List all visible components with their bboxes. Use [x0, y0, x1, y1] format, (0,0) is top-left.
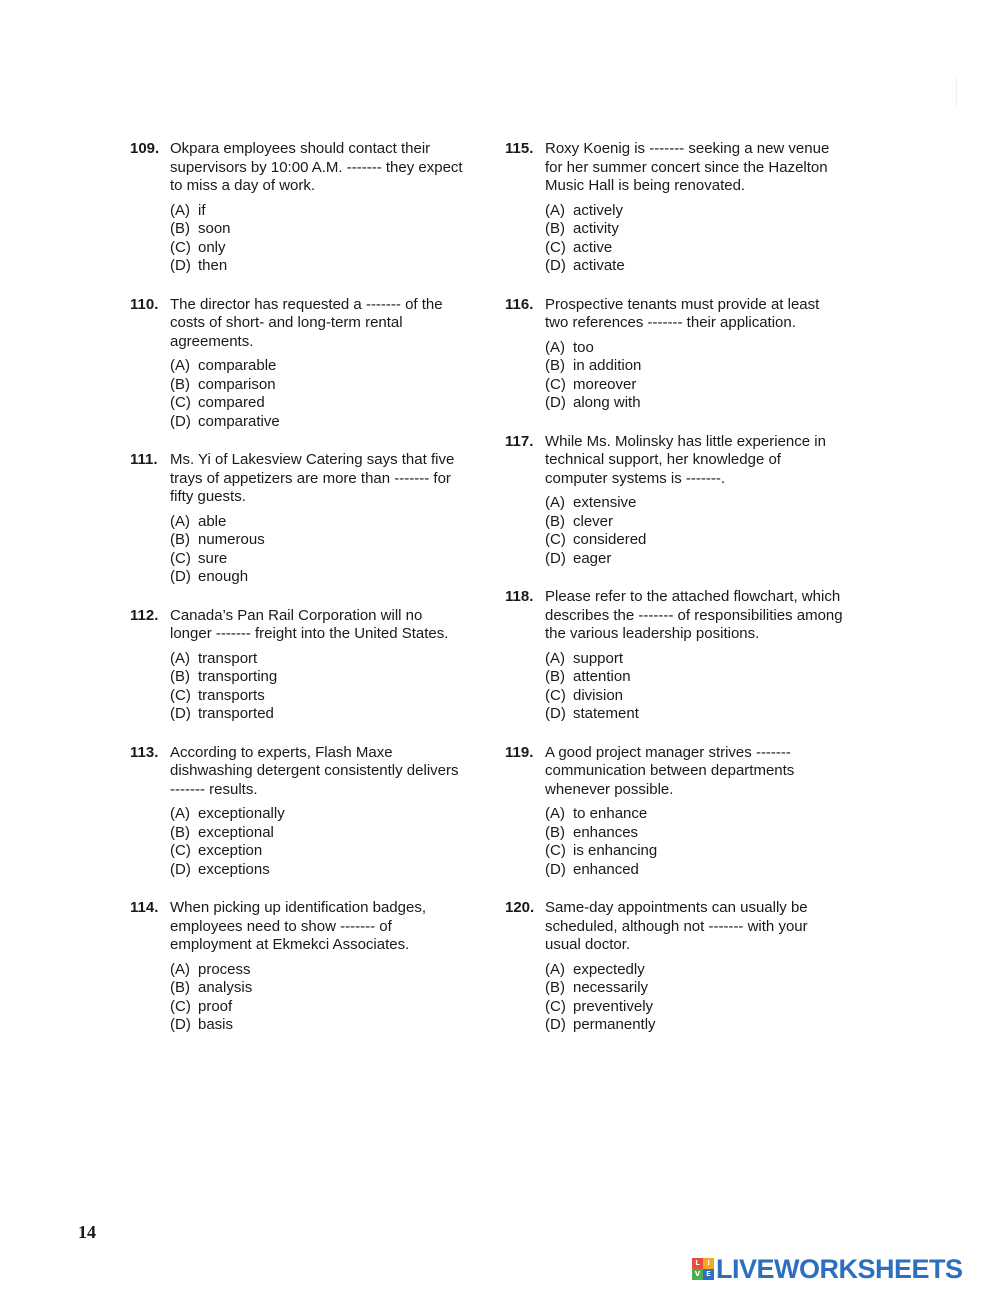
- option-text: along with: [573, 394, 641, 411]
- option-text: support: [573, 649, 624, 667]
- option-text: comparative: [198, 412, 280, 430]
- answer-option[interactable]: [545, 220, 855, 239]
- answer-option[interactable]: [170, 998, 480, 1017]
- question-118: [505, 588, 855, 724]
- option-letter: (C): [170, 686, 191, 704]
- option-text: then: [198, 257, 228, 274]
- right-question-column: [505, 140, 855, 1055]
- answer-options: [170, 650, 480, 724]
- answer-options: [170, 202, 480, 276]
- question-111: [130, 451, 480, 587]
- answer-option[interactable]: [170, 376, 480, 395]
- option-text: sure: [198, 549, 228, 567]
- answer-option[interactable]: [545, 239, 855, 258]
- answer-option[interactable]: [170, 805, 480, 824]
- answer-option[interactable]: [170, 861, 480, 880]
- option-text: analysis: [198, 979, 253, 996]
- option-text: clever: [573, 512, 614, 530]
- option-letter: (A): [170, 649, 190, 667]
- answer-option[interactable]: [545, 494, 855, 513]
- option-letter: (A): [170, 357, 190, 374]
- option-text: preventively: [573, 997, 654, 1015]
- option-letter: (A): [170, 805, 190, 822]
- answer-option[interactable]: [170, 650, 480, 669]
- question-text: Prospective tenants must provide at least two references ------- their application.: [545, 295, 820, 331]
- option-letter: (D): [545, 394, 566, 411]
- option-text: considered: [573, 531, 647, 548]
- question-number: 117.: [505, 432, 534, 450]
- answer-option[interactable]: [545, 394, 855, 413]
- answer-option[interactable]: [170, 413, 480, 432]
- answer-option[interactable]: [170, 687, 480, 706]
- logo-mark-cell: V: [692, 1269, 703, 1280]
- option-text: necessarily: [573, 979, 649, 996]
- option-text: is enhancing: [573, 842, 658, 859]
- option-letter: (B): [170, 979, 190, 996]
- question-number: 116.: [505, 295, 534, 313]
- answer-options: [545, 650, 855, 724]
- question-text: According to experts, Flash Maxe dishwashing detergent consistently delivers ------- results.: [170, 743, 459, 798]
- question-text: When picking up identification badges, employees need to show ------- of employment at Ekmekci Associates.: [170, 899, 426, 953]
- option-text: extensive: [573, 494, 637, 511]
- option-text: active: [573, 238, 613, 256]
- option-text: exceptions: [198, 860, 270, 878]
- option-letter: (A): [170, 512, 190, 530]
- answer-option[interactable]: [545, 961, 855, 980]
- option-letter: (D): [545, 705, 566, 722]
- answer-option[interactable]: [170, 1016, 480, 1035]
- question-text: Ms. Yi of Lakesview Catering says that five trays of appetizers are more than ------- for fifty guests.: [170, 451, 455, 505]
- answer-options: [170, 805, 480, 879]
- option-text: process: [198, 960, 251, 978]
- liveworksheets-logo-icon: [692, 1258, 714, 1280]
- question-number: 119.: [505, 743, 534, 761]
- answer-option[interactable]: [545, 668, 855, 687]
- option-letter: (A): [545, 960, 565, 978]
- answer-option[interactable]: [545, 979, 855, 998]
- answer-option[interactable]: [170, 239, 480, 258]
- option-letter: (D): [545, 257, 566, 274]
- option-letter: (A): [545, 338, 565, 356]
- answer-option[interactable]: [170, 220, 480, 239]
- option-letter: (B): [170, 823, 190, 841]
- option-text: eager: [573, 549, 612, 567]
- answer-options: [545, 805, 855, 879]
- answer-option[interactable]: [170, 357, 480, 376]
- option-text: attention: [573, 668, 631, 685]
- option-text: exception: [198, 842, 263, 859]
- question-120: [505, 899, 855, 1035]
- option-text: permanently: [573, 1016, 656, 1033]
- answer-option[interactable]: [170, 202, 480, 221]
- question-text: The director has requested a ------- of the costs of short- and long-term rental agreements.: [170, 295, 443, 350]
- question-number: 110.: [130, 295, 159, 313]
- answer-option[interactable]: [170, 257, 480, 276]
- option-letter: (A): [545, 805, 565, 822]
- option-letter: (D): [170, 257, 191, 274]
- option-text: statement: [573, 705, 639, 722]
- question-number: 114.: [130, 899, 159, 916]
- answer-option[interactable]: [545, 687, 855, 706]
- option-letter: (B): [545, 979, 565, 996]
- answer-options: [170, 357, 480, 431]
- option-letter: (A): [545, 649, 565, 667]
- option-letter: (A): [545, 494, 565, 511]
- answer-option[interactable]: [545, 531, 855, 550]
- answer-option[interactable]: [170, 842, 480, 861]
- option-letter: (D): [170, 1016, 191, 1033]
- option-letter: (C): [170, 549, 191, 567]
- question-number: 118.: [505, 588, 534, 605]
- answer-option[interactable]: [545, 998, 855, 1017]
- option-text: comparison: [198, 375, 276, 393]
- option-letter: (D): [170, 412, 191, 430]
- question-text: Same-day appointments can usually be scheduled, although not ------- with your usual doctor.: [545, 899, 808, 953]
- answer-option[interactable]: [545, 1016, 855, 1035]
- option-text: numerous: [198, 531, 265, 548]
- option-letter: (A): [545, 201, 565, 219]
- option-letter: (C): [545, 531, 566, 548]
- answer-option[interactable]: [545, 257, 855, 276]
- question-text: Roxy Koenig is ------- seeking a new venue for her summer concert since the Hazelton Music Hall is being renovated.: [545, 140, 830, 194]
- question-text: A good project manager strives ------- communication between departments whenever possible.: [545, 743, 795, 798]
- answer-options: [545, 202, 855, 276]
- option-text: transports: [198, 686, 265, 704]
- answer-option[interactable]: [545, 339, 855, 358]
- option-letter: (B): [170, 668, 190, 685]
- option-text: compared: [198, 394, 265, 411]
- answer-option[interactable]: [170, 961, 480, 980]
- question-109: [130, 140, 480, 276]
- question-number: 109.: [130, 140, 160, 157]
- option-letter: (C): [545, 842, 566, 859]
- question-112: [130, 607, 480, 724]
- answer-options: [545, 339, 855, 413]
- question-116: [505, 296, 855, 413]
- question-number: 120.: [505, 899, 535, 916]
- option-text: soon: [198, 220, 231, 237]
- question-text: Canada’s Pan Rail Corporation will no longer ------- freight into the United States.: [170, 606, 449, 642]
- question-114: [130, 899, 480, 1035]
- question-text: Okpara employees should contact their supervisors by 10:00 A.M. ------- they expect to miss a day of work.: [170, 140, 463, 194]
- option-text: transporting: [198, 668, 278, 685]
- option-text: transport: [198, 649, 258, 667]
- answer-option[interactable]: [545, 513, 855, 532]
- answer-option[interactable]: [170, 568, 480, 587]
- scan-edge-mark: [956, 78, 957, 106]
- question-number: 113.: [130, 743, 159, 761]
- option-text: expectedly: [573, 960, 645, 978]
- option-letter: (D): [545, 549, 566, 567]
- option-text: only: [198, 238, 226, 256]
- question-text: While Ms. Molinsky has little experience in technical support, her knowledge of computer systems is -------.: [545, 432, 826, 487]
- option-letter: (C): [545, 238, 566, 256]
- answer-option[interactable]: [170, 979, 480, 998]
- question-113: [130, 744, 480, 880]
- option-text: enhanced: [573, 860, 639, 878]
- logo-text: LIVEWORKSHEETS: [716, 1253, 963, 1284]
- left-question-column: [130, 140, 480, 1055]
- answer-option[interactable]: [545, 202, 855, 221]
- question-text: Please refer to the attached flowchart, which describes the ------- of responsibilities among the various leadership positions.: [545, 588, 843, 642]
- option-text: activate: [573, 257, 625, 274]
- option-letter: (B): [170, 531, 190, 548]
- option-letter: (D): [545, 860, 566, 878]
- answer-option[interactable]: [545, 650, 855, 669]
- option-letter: (C): [170, 238, 191, 256]
- answer-option[interactable]: [170, 550, 480, 569]
- question-119: [505, 744, 855, 880]
- logo-mark-cell: E: [703, 1269, 714, 1280]
- option-letter: (D): [545, 1016, 566, 1033]
- option-text: basis: [198, 1016, 234, 1033]
- option-letter: (C): [545, 997, 566, 1015]
- option-letter: (C): [170, 842, 191, 859]
- question-117: [505, 433, 855, 569]
- question-115: [505, 140, 855, 276]
- answer-option[interactable]: [170, 513, 480, 532]
- answer-option[interactable]: [545, 805, 855, 824]
- answer-option[interactable]: [545, 550, 855, 569]
- answer-option[interactable]: [170, 705, 480, 724]
- option-text: too: [573, 338, 594, 356]
- option-letter: (B): [170, 375, 190, 393]
- option-letter: (C): [170, 394, 191, 411]
- option-text: able: [198, 512, 227, 530]
- answer-option[interactable]: [170, 531, 480, 550]
- option-letter: (A): [170, 960, 190, 978]
- question-number: 112.: [130, 606, 159, 624]
- option-text: enhances: [573, 823, 639, 841]
- question-number: 115.: [505, 140, 534, 157]
- option-letter: (B): [545, 512, 565, 530]
- option-text: division: [573, 686, 624, 704]
- option-letter: (B): [545, 668, 565, 685]
- option-text: actively: [573, 201, 624, 219]
- answer-options: [170, 513, 480, 587]
- option-letter: (A): [170, 201, 190, 219]
- answer-option[interactable]: [545, 824, 855, 843]
- option-letter: (B): [170, 220, 190, 237]
- answer-options: [170, 961, 480, 1035]
- answer-option[interactable]: [545, 357, 855, 376]
- answer-option[interactable]: [545, 861, 855, 880]
- page-number: 14: [78, 1222, 96, 1242]
- answer-option[interactable]: [170, 668, 480, 687]
- option-text: transported: [198, 705, 274, 722]
- option-letter: (C): [545, 686, 566, 704]
- answer-option[interactable]: [170, 394, 480, 413]
- option-text: to enhance: [573, 805, 648, 822]
- answer-option[interactable]: [545, 842, 855, 861]
- option-letter: (D): [170, 705, 191, 722]
- option-letter: (C): [170, 997, 191, 1015]
- option-text: activity: [573, 220, 619, 237]
- option-letter: (B): [545, 357, 565, 374]
- question-110: [130, 296, 480, 432]
- answer-option[interactable]: [545, 376, 855, 395]
- option-text: enough: [198, 568, 249, 585]
- answer-options: [545, 494, 855, 568]
- logo-mark-cell: I: [703, 1258, 714, 1269]
- option-letter: (D): [170, 860, 191, 878]
- option-text: if: [198, 201, 206, 219]
- option-letter: (B): [545, 220, 565, 237]
- logo-mark-cell: L: [692, 1258, 703, 1269]
- answer-option[interactable]: [545, 705, 855, 724]
- option-text: proof: [198, 997, 233, 1015]
- option-text: exceptionally: [198, 805, 285, 822]
- option-letter: (C): [545, 375, 566, 393]
- option-text: moreover: [573, 375, 637, 393]
- option-text: comparable: [198, 357, 277, 374]
- option-text: exceptional: [198, 823, 274, 841]
- option-letter: (D): [170, 568, 191, 585]
- answer-option[interactable]: [170, 824, 480, 843]
- answer-options: [545, 961, 855, 1035]
- option-letter: (B): [545, 823, 565, 841]
- liveworksheets-logo: [692, 1254, 963, 1284]
- question-number: 111.: [130, 451, 158, 468]
- option-text: in addition: [573, 357, 642, 374]
